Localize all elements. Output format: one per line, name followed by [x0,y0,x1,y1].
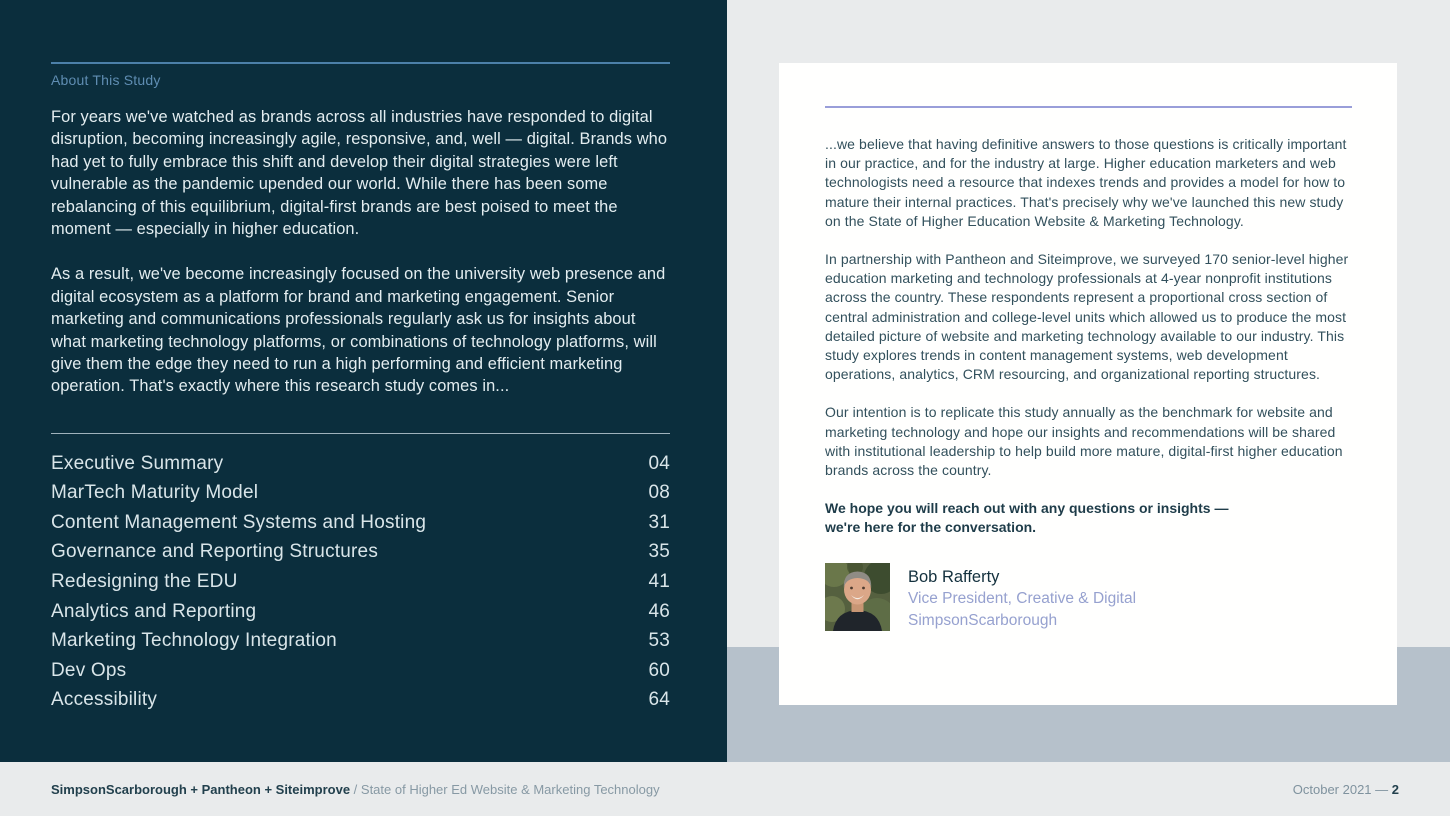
section-label: About This Study [51,72,161,88]
toc-page-number: 35 [648,541,670,563]
letter-paragraph-2: In partnership with Pantheon and Siteimprove, we surveyed 170 senior-level higher education marketing and technology professionals at 4-year nonprofit institutions across the country. These respondents represent a proportional cross section of central administration and college-level units which allowed us to produce the most detailed picture of website and marketing technology available to our industry. This study explores trends in content management systems, web development operations, analytics, CRM resourcing, and organizational reporting structures. [825,251,1349,383]
footer-left [51,782,660,797]
letter-paragraph-1: ...we believe that having definitive answers to those questions is critically important in our practice, and for the industry at large. Higher education marketers and web technologists need a resource that indexes trends and provides a model for how to mature their internal practices. That's precisely why we've launched this new study on the State of Higher Education Website & Marketing Technology. [825,136,1347,229]
footer-date: October 2021 — [1292,781,1392,797]
toc-item-redesigning-the-edu [51,567,670,597]
toc-label: Accessibility [51,689,158,711]
toc-label: Marketing Technology Integration [51,630,337,652]
toc-label: Dev Ops [51,659,127,681]
page-footer [0,762,1450,816]
toc-page-number: 08 [648,482,670,504]
table-of-contents [51,449,670,715]
toc-page-number: 46 [648,600,670,622]
toc-page-number: 60 [648,659,670,681]
signature-name: Bob Rafferty [908,567,1000,586]
letter-paragraph-3: Our intention is to replicate this study annually as the benchmark for website and marketing technology and hope our insights and recommendations will be shared with institutional leadership to help build more mature, digital-first higher education brands across the country. [825,404,1343,479]
intro-paragraph-2: As a result, we've become increasingly focused on the university web presence and digital ecosystem as a platform for brand and marketing engagement. Senior marketing and communications professionals regularly ask us for insights about what marketing technology platforms, or combinations of technology platforms, will give them the edge they need to run a high performing and efficient marketing operation. That's exactly where this research study comes in... [51,265,666,396]
toc-item-accessibility [51,686,670,716]
avatar [825,563,890,631]
closing-line-2: we're here for the conversation. [825,519,1037,536]
signature-title: Vice President, Creative & Digital [908,589,1137,607]
toc-page-number: 53 [648,630,670,652]
footer-brands: SimpsonScarborough + Pantheon + Siteimprove [51,781,351,797]
toc-item-analytics-reporting [51,597,670,627]
toc-label: Redesigning the EDU [51,571,238,593]
toc-item-dev-ops [51,656,670,686]
toc-divider [51,433,670,434]
footer-report-title: / State of Higher Ed Website & Marketing Technology [350,781,660,797]
top-rule [51,62,670,64]
letter-rule [825,106,1352,108]
toc-label: Content Management Systems and Hosting [51,511,427,533]
toc-label: Governance and Reporting Structures [51,541,379,563]
footer-page-number: 2 [1391,781,1399,797]
toc-page-number: 64 [648,689,670,711]
toc-label: Analytics and Reporting [51,600,257,622]
headshot-photo [825,563,890,631]
toc-label: Executive Summary [51,452,224,474]
closing-statement [825,499,1352,537]
toc-page-number: 31 [648,511,670,533]
footer-right [1293,782,1399,797]
toc-item-governance-reporting [51,538,670,568]
letter-card [779,63,1397,705]
toc-item-cms-and-hosting [51,508,670,538]
about-study-panel [0,0,727,762]
toc-page-number: 41 [648,571,670,593]
toc-page-number: 04 [648,452,670,474]
toc-item-executive-summary [51,449,670,479]
toc-item-martech-integration [51,626,670,656]
signature-company: SimpsonScarborough [908,611,1058,629]
toc-item-martech-maturity-model [51,478,670,508]
signature-block [825,563,1352,632]
intro-paragraph-1: For years we've watched as brands across all industries have responded to digital disruption, becoming increasingly agile, responsive, and, well — digital. Brands who had yet to fully embrace this shift and develop their digital strategies were left vulnerable as the pandemic upended our world. While there has been some rebalancing of this equilibrium, digital-first brands are best poised to meet the moment — especially in higher education. [51,108,668,239]
closing-line-1: We hope you will reach out with any questions or insights — [825,500,1229,517]
toc-label: MarTech Maturity Model [51,482,259,504]
